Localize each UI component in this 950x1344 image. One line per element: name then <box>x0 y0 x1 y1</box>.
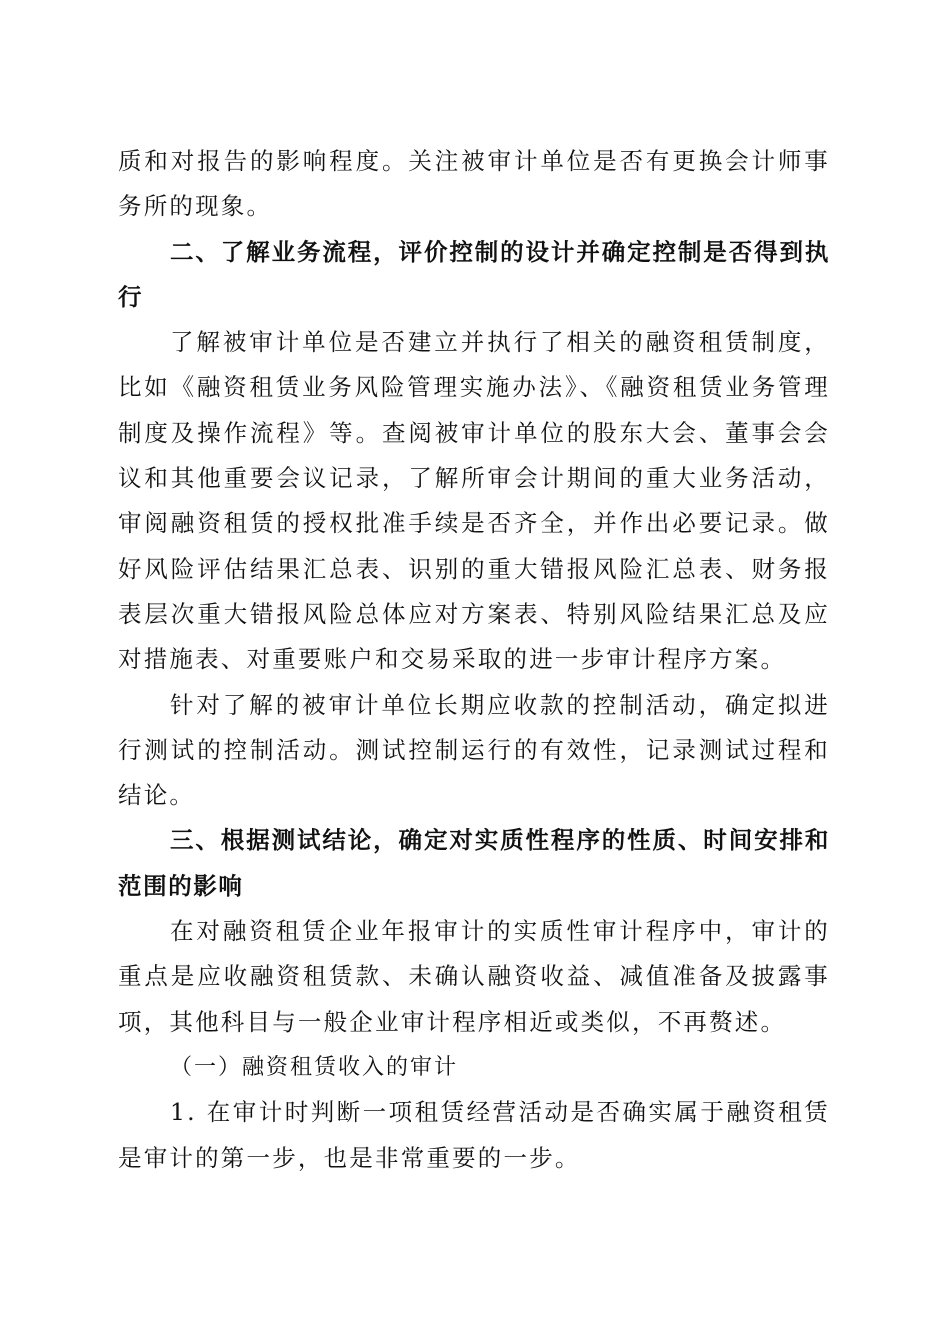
section-heading-3: 三、根据测试结论，确定对实质性程序的性质、时间安排和范围的影响 <box>118 826 830 900</box>
document-body <box>118 139 830 1181</box>
subsection-heading-1: （一）融资租赁收入的审计 <box>170 1054 459 1080</box>
paragraph-control-testing: 针对了解的被审计单位长期应收款的控制活动，确定拟进行测试的控制活动。测试控制运行的有效性，记录测试过程和结论。 <box>118 690 830 810</box>
paragraph-substantive-focus: 在对融资租赁企业年报审计的实质性审计程序中，审计的重点是应收融资租赁款、未确认融资收益、减值准备及披露事项，其他科目与一般企业审计程序相近或类似，不再赘述。 <box>118 917 830 1036</box>
paragraph-lease-judgement: 1. 在审计时判断一项租赁经营活动是否确实属于融资租赁是审计的第一步，也是非常重要的一步。 <box>118 1098 830 1172</box>
paragraph-process-understanding: 了解被审计单位是否建立并执行了相关的融资租赁制度，比如《融资租赁业务风险管理实施办法》、《融资租赁业务管理制度及操作流程》等。查阅被审计单位的股东大会、董事会会议和其他重要会议记录，了解所审会计期间的重大业务活动，审阅融资租赁的授权批准手续是否齐全，并作出必要记录。做好风险评估结果汇总表、识别的重大错报风险汇总表、财务报表层次重大错报风险总体应对方案表、特别风险结果汇总及应对措施表、对重要账户和交易采取的进一步审计程序方案。 <box>118 328 830 674</box>
section-heading-2: 二、了解业务流程，评价控制的设计并确定控制是否得到执行 <box>118 237 830 311</box>
paragraph-continued: 质和对报告的影响程度。关注被审计单位是否有更换会计师事务所的现象。 <box>118 147 830 221</box>
